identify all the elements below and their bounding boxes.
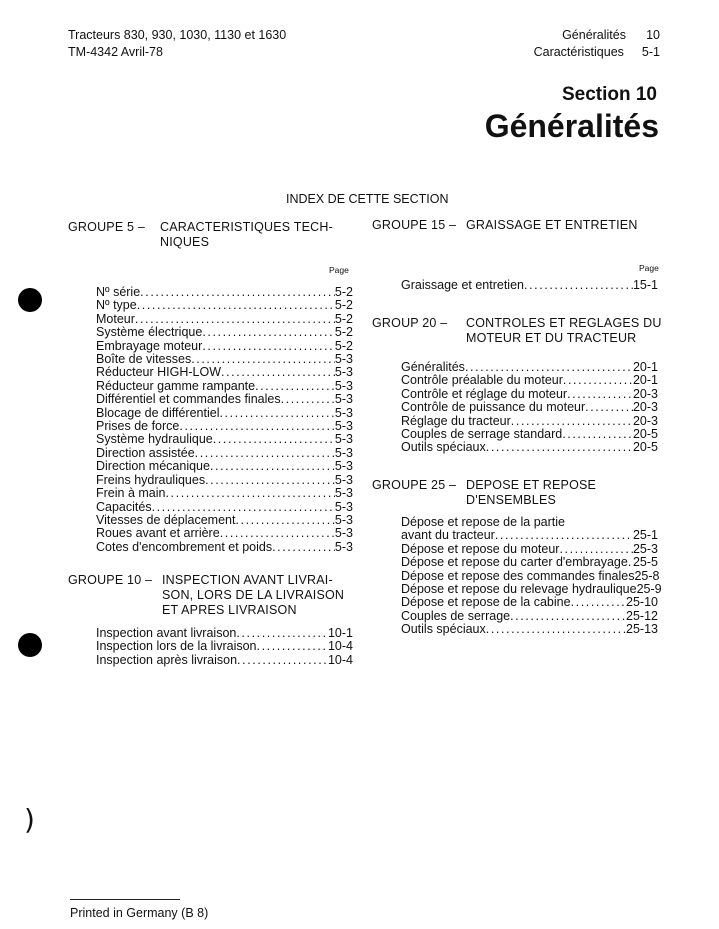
header-left <box>68 27 286 61</box>
toc-leader-dots <box>195 447 335 460</box>
toc-row <box>96 460 353 473</box>
group-10-title-line-2: SON, LORS DE LA LIVRAISON <box>162 588 345 602</box>
toc-entry-label: Couples de serrage standard <box>401 427 563 442</box>
toc-entry-page: 25-13 <box>626 622 658 637</box>
header-page-number: 5-1 <box>641 45 660 59</box>
toc-entry-label: Vitesses de déplacement <box>96 512 236 527</box>
toc-entry-label: Système hydraulique <box>96 432 213 447</box>
toc-row <box>96 313 353 326</box>
toc-row <box>96 299 353 312</box>
toc-leader-dots <box>236 627 328 640</box>
page-column-label-left: Page <box>329 265 349 275</box>
group-25-number: GROUPE 25 – <box>372 478 457 492</box>
toc-leader-dots <box>495 529 633 542</box>
toc-leader-dots <box>135 313 335 326</box>
toc-leader-dots <box>465 361 633 374</box>
group-25-title-line-2: D'ENSEMBLES <box>466 493 557 507</box>
punch-hole-middle <box>18 633 42 657</box>
header-section-title: Généralités <box>562 28 626 42</box>
toc-row <box>96 447 353 460</box>
toc-entry-label: Direction assistée <box>96 445 195 460</box>
toc-entry-page: 5-3 <box>334 419 353 434</box>
toc-entry-page: 10-4 <box>327 639 353 654</box>
group-10-number: GROUPE 10 – <box>68 573 153 587</box>
toc-entry-label: Dépose et repose de la cabine <box>401 595 571 610</box>
toc-entry-label: Contrôle préalable du moteur <box>401 373 563 388</box>
toc-entry-page: 5-3 <box>334 472 353 487</box>
toc-row <box>96 353 353 366</box>
toc-row <box>96 627 353 640</box>
group-20-list <box>401 361 658 455</box>
group-10-title-line-1: INSPECTION AVANT LIVRAI- <box>162 573 333 587</box>
toc-entry-page: 5-3 <box>334 378 353 393</box>
index-title: INDEX DE CETTE SECTION <box>286 192 449 206</box>
toc-row <box>96 407 353 420</box>
toc-leader-dots <box>281 393 335 406</box>
toc-leader-dots <box>524 279 633 292</box>
toc-row <box>401 582 662 597</box>
toc-leader-dots <box>165 487 334 500</box>
group-15-list <box>401 279 658 292</box>
group-5-number: GROUPE 5 – <box>68 220 146 234</box>
toc-entry-page: 25-1 <box>632 528 658 543</box>
toc-entry-page: 5-3 <box>334 459 353 474</box>
toc-entry-page: 5-3 <box>334 445 353 460</box>
toc-entry-page: 5-3 <box>334 499 353 514</box>
group-10-heading <box>68 573 358 619</box>
manual-reference: TM-4342 Avril-78 <box>68 45 163 59</box>
toc-entry-page: 25-10 <box>626 595 658 610</box>
header-page-title: Caractéristiques <box>533 45 624 59</box>
toc-row <box>401 401 658 414</box>
toc-leader-dots <box>210 460 335 473</box>
toc-leader-dots <box>202 340 335 353</box>
toc-entry-label: Différentiel et commandes finales <box>96 392 281 407</box>
manual-title: Tracteurs 830, 930, 1030, 1130 et 1630 <box>68 28 287 42</box>
toc-row <box>96 393 353 406</box>
toc-leader-dots <box>140 286 335 299</box>
toc-leader-dots <box>219 407 334 420</box>
toc-entry-page: 25-5 <box>632 555 658 570</box>
toc-leader-dots <box>562 428 633 441</box>
toc-entry-page: 5-3 <box>334 526 353 541</box>
toc-entry-label: Dépose et repose du carter d'embrayage <box>401 555 628 570</box>
toc-leader-dots <box>191 353 335 366</box>
group-20-heading <box>372 316 672 348</box>
toc-entry-label: Système électrique <box>96 325 203 340</box>
toc-leader-dots <box>563 374 633 387</box>
group-25-list <box>401 515 662 637</box>
section-label: Section 10 <box>561 84 657 105</box>
group-5-title-line-2: NIQUES <box>160 235 210 249</box>
toc-leader-dots <box>255 380 335 393</box>
group-10-title-line-3: ET APRES LIVRAISON <box>162 603 297 617</box>
toc-entry-page: 25-9 <box>636 582 662 597</box>
toc-entry-label: Réglage du tracteur <box>401 413 511 428</box>
toc-entry-page: 15-1 <box>632 278 658 292</box>
toc-entry-page: 20-1 <box>632 360 658 374</box>
toc-entry-label: Inspection lors de la livraison <box>96 639 257 654</box>
toc-entry-page: 25-12 <box>626 608 658 623</box>
toc-leader-dots <box>213 433 335 446</box>
group-20-title-line-1: CONTROLES ET REGLAGES DU <box>466 316 662 330</box>
toc-entry-page: 20-3 <box>632 386 658 401</box>
toc-leader-dots <box>257 640 328 653</box>
toc-entry-label: Frein à main <box>96 486 166 501</box>
toc-row <box>96 501 353 514</box>
toc-leader-dots <box>585 401 633 414</box>
toc-entry-label: Roues avant et arrière <box>96 526 220 541</box>
toc-row <box>401 428 658 441</box>
toc-entry-page: 5-3 <box>334 365 353 380</box>
toc-entry-page: 5-3 <box>334 539 353 554</box>
toc-leader-dots <box>272 541 335 554</box>
toc-row <box>96 527 353 540</box>
toc-row <box>401 623 658 636</box>
toc-entry-label: Freins hydrauliques <box>96 472 206 487</box>
toc-entry-label: Inspection avant livraison <box>96 626 237 640</box>
toc-entry-page: 5-2 <box>334 338 353 353</box>
toc-row <box>96 366 353 379</box>
toc-row <box>96 420 353 433</box>
toc-entry-label: Prises de force <box>96 419 180 434</box>
toc-row <box>96 474 353 487</box>
toc-row <box>96 640 353 653</box>
toc-leader-dots <box>152 501 335 514</box>
toc-row <box>401 374 658 387</box>
group-10-list <box>96 627 353 667</box>
toc-entry-page: 5-3 <box>334 405 353 420</box>
header-right <box>534 27 660 61</box>
toc-entry-label: Outils spéciaux <box>401 440 486 455</box>
toc-entry-page: 5-2 <box>334 311 353 326</box>
group-25-heading <box>372 478 672 510</box>
toc-row <box>96 654 353 667</box>
toc-entry-label: Nº série <box>96 285 141 299</box>
toc-leader-dots <box>235 514 334 527</box>
footer-rule <box>70 899 180 900</box>
toc-entry-label: Généralités <box>401 360 465 374</box>
toc-entry-label: Inspection après livraison <box>96 652 238 667</box>
group-15-title-line-1: GRAISSAGE ET ENTRETIEN <box>466 218 638 232</box>
group-15-number: GROUPE 15 – <box>372 218 457 232</box>
toc-leader-dots <box>510 610 626 623</box>
toc-leader-dots <box>559 543 633 556</box>
toc-entry-label: Embrayage moteur <box>96 338 203 353</box>
toc-entry-page: 20-3 <box>632 400 658 415</box>
toc-entry-label: avant du tracteur <box>401 528 495 543</box>
toc-entry-label: Contrôle de puissance du moteur <box>401 400 586 415</box>
toc-row <box>96 326 353 339</box>
toc-entry-page: 5-3 <box>334 432 353 447</box>
toc-entry-page: 25-8 <box>634 568 660 583</box>
toc-entry-label: Réducteur HIGH-LOW <box>96 365 222 380</box>
toc-entry-page: 20-5 <box>632 440 658 455</box>
toc-entry-label: Nº type <box>96 298 137 313</box>
toc-row <box>401 556 658 569</box>
toc-row <box>96 514 353 527</box>
toc-entry-label: Outils spéciaux <box>401 622 486 637</box>
toc-row <box>96 487 353 500</box>
group-25-title-line-1: DEPOSE ET REPOSE <box>466 478 597 492</box>
group-5-list <box>96 286 353 554</box>
toc-entry-page: 10-4 <box>327 652 353 667</box>
toc-leader-dots <box>220 527 335 540</box>
toc-leader-dots <box>511 415 633 428</box>
toc-entry-page: 5-3 <box>334 512 353 527</box>
toc-leader-dots <box>486 441 633 454</box>
punch-hole-partial: ) <box>24 803 35 836</box>
toc-entry-page: 20-5 <box>632 427 658 442</box>
toc-row <box>401 279 658 292</box>
toc-entry-page: 5-2 <box>334 298 353 313</box>
toc-leader-dots <box>486 623 626 636</box>
toc-entry-label: Dépose et repose du moteur <box>401 541 560 556</box>
punch-hole-top <box>18 288 42 312</box>
toc-entry-page: 5-2 <box>334 325 353 340</box>
toc-leader-dots <box>237 654 328 667</box>
toc-row <box>401 516 658 529</box>
toc-row <box>401 543 658 556</box>
toc-entry-label: Contrôle et réglage du moteur <box>401 386 568 401</box>
toc-entry-page: 5-3 <box>334 352 353 367</box>
group-5-title-line-1: CARACTERISTIQUES TECH- <box>160 220 333 234</box>
group-20-title-line-2: MOTEUR ET DU TRACTEUR <box>466 331 637 345</box>
toc-entry-label: Cotes d'encombrement et poids <box>96 539 273 554</box>
toc-row <box>96 286 353 299</box>
footer-imprint: Printed in Germany (B 8) <box>70 906 209 920</box>
toc-row <box>401 610 658 623</box>
toc-leader-dots <box>202 326 335 339</box>
toc-row <box>401 415 658 428</box>
toc-leader-dots <box>567 388 633 401</box>
group-5-heading <box>68 220 358 252</box>
toc-leader-dots <box>137 299 335 312</box>
toc-entry-page: 5-3 <box>334 392 353 407</box>
toc-entry-label: Direction mécanique <box>96 459 210 474</box>
toc-entry-label: Réducteur gamme rampante <box>96 378 256 393</box>
group-20-number: GROUP 20 – <box>372 316 448 330</box>
toc-entry-page: 25-3 <box>632 541 658 556</box>
toc-leader-dots <box>571 596 626 609</box>
toc-row <box>401 529 658 542</box>
toc-entry-page: 20-3 <box>632 413 658 428</box>
toc-leader-dots <box>205 474 335 487</box>
toc-row <box>96 380 353 393</box>
toc-entry-label: Capacités <box>96 499 152 514</box>
page-title: Généralités <box>484 108 659 144</box>
toc-entry-label: Boîte de vitesses <box>96 352 192 367</box>
header-section-number: 10 <box>646 28 660 42</box>
toc-entry-label: Blocage de différentiel <box>96 405 220 420</box>
toc-row <box>401 570 658 583</box>
toc-entry-page: 5-2 <box>334 285 353 299</box>
toc-entry-label: Dépose et repose du relevage hydraulique <box>401 582 637 597</box>
toc-row <box>401 388 658 401</box>
toc-entry-label: Dépose et repose de la partie <box>401 515 565 529</box>
toc-entry-label: Couples de serrage <box>401 608 511 623</box>
toc-entry-page: 5-3 <box>334 486 353 501</box>
toc-entry-page: 10-1 <box>327 626 353 640</box>
toc-entry-label: Dépose et repose des commandes finales <box>401 568 635 583</box>
toc-row <box>96 433 353 446</box>
toc-entry-label: Graissage et entretien <box>401 278 524 292</box>
toc-row <box>401 361 658 374</box>
toc-leader-dots <box>221 366 335 379</box>
group-15-heading <box>372 218 672 234</box>
toc-leader-dots <box>179 420 335 433</box>
toc-entry-label: Moteur <box>96 311 135 326</box>
toc-row <box>401 596 658 609</box>
toc-row <box>96 340 353 353</box>
page-column-label-right: Page <box>639 263 659 273</box>
toc-row <box>401 441 658 454</box>
toc-entry-page: 20-1 <box>632 373 658 388</box>
toc-row <box>96 541 353 554</box>
